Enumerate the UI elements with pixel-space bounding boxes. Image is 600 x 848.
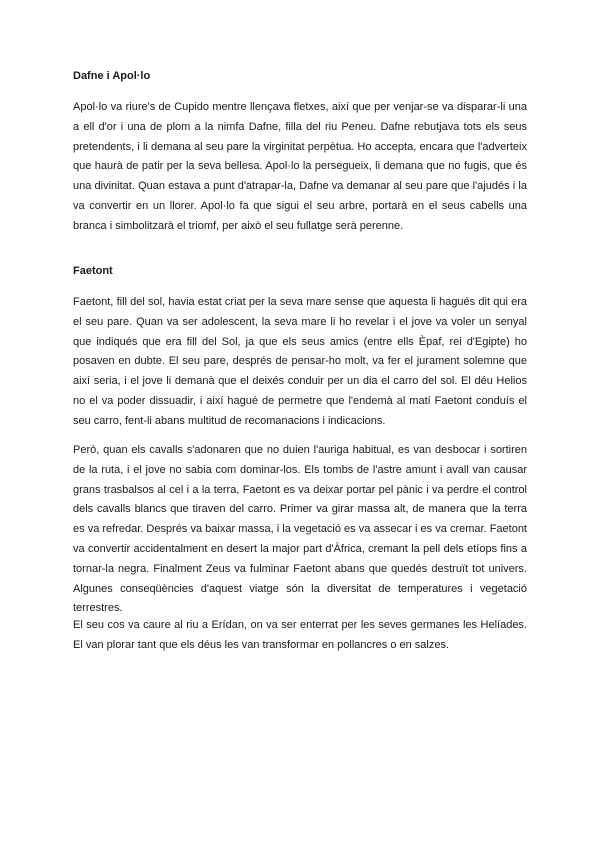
paragraph-faetont-1: Faetont, fill del sol, havia estat criat per la seva mare sense que aquesta li hagués dit qui era el seu pare. Quan va ser adolescent, la seva mare li ho revelar i el jove va voler un senyal que indiqués que era fill del Sol, ja que els seus amics (entre ells Èpaf, rei d'Egipte) ho posaven en dubte. El seu pare, després de pensar-ho molt, va fer el jurament solemne que així seria, i el jove li demanà que el deixés conduir per un dia el carro del sol. El déu Helios no el va poder dissuadir, i així hagué de permetre que l'endemà al matí Faetont conduís el seu carro, fent-li abans multitud de recomanacions i indicacions.: [73, 296, 527, 427]
paragraph-faetont-2: Però, quan els cavalls s'adonaren que no duien l'auriga habitual, es van desbocar i sortiren de la ruta, i el jove no sabia com dominar-los. Els tombs de l'astre amunt i avall van causar grans trasbalsos al cel i a la terra, Faetont es va deixar portar pel pànic i va perdre el control dels cavalls blancs que tiraven del carro. Primer va girar massa alt, de manera que la terra es va refredar. Després va baixar massa, i la vegetació es va assecar i es va cremar. Faetont va convertir accidentalment en desert la major part d'Àfrica, cremant la pell dels etíops fins a tornar-la negra. Finalment Zeus va fulminar Faetont abans que quedés destruït tot univers. Algunes conseqüències d'aquest viatge són la diversitat de temperatures i vegetació terrestres.: [73, 444, 527, 615]
paragraph-faetont-3: El seu cos va caure al riu a Erídan, on va ser enterrat per les seves germanes les Helíades. El van plorar tant que els déus les van transformar en pollancres o en salzes.: [73, 619, 527, 651]
section-title-dafne: Dafne i Apol·lo: [73, 70, 151, 82]
section-title-faetont: Faetont: [73, 265, 113, 277]
paragraph-dafne: Apol·lo va riure's de Cupido mentre llençava fletxes, així que per venjar-se va disparar-li una a ell d'or i una de plom a la nimfa Dafne, filla del riu Peneu. Dafne rebutjava tots els seus pretendents, i li demana al seu pare la virginitat perpètua. Ho accepta, encara que l'adverteix que haurà de patir per la seva bellesa. Apol·lo la persegueix, li demana que no fugis, que és una divinitat. Quan estava a punt d'atrapar-la, Dafne va demanar al seu pare que l'ajudés i la va convertir en un llorer. Apol·lo fa que sigui el seu arbre, portarà en el seus cabells una branca i simbolitzarà el triomf, per això el seu fullatge serà perenne.: [73, 101, 527, 232]
